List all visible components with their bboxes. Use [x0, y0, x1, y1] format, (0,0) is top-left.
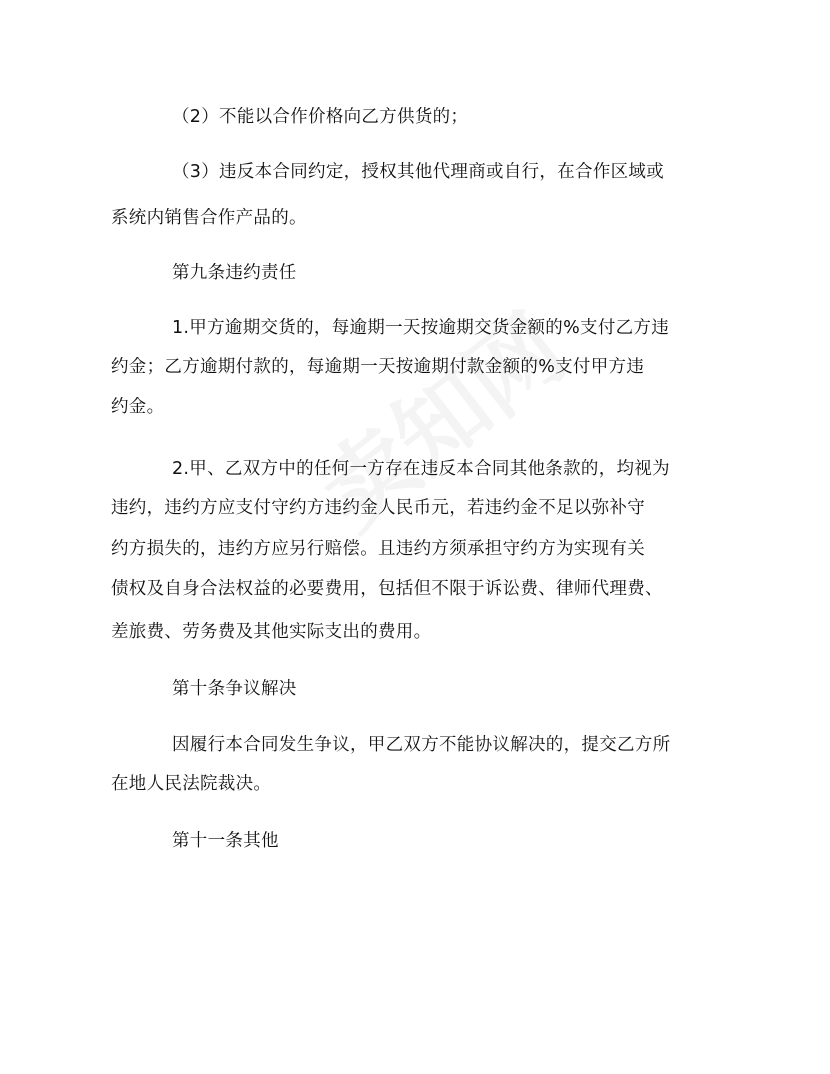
paragraph-9-2-line-2: 违约，违约方应支付守约方违约金人民币元，若违约金不足以弥补守: [111, 498, 645, 518]
paragraph-9-1-line-2: 约金；乙方逾期付款的，每逾期一天按逾期付款金额的%支付甲方违: [111, 357, 645, 377]
section-heading-article-9: 第九条违约责任: [172, 263, 297, 283]
paragraph-9-1-line-3: 约金。: [111, 397, 165, 417]
paragraph-9-2-line-5: 差旅费、劳务费及其他实际支出的费用。: [111, 622, 432, 642]
clause-item-2: （2）不能以合作价格向乙方供货的；: [172, 107, 469, 127]
clause-item-3-line-1: （3）违反本合同约定，授权其他代理商或自行，在合作区域或: [172, 162, 665, 182]
paragraph-9-2-line-1: 2.甲、乙双方中的任何一方存在违反本合同其他条款的，均视为: [172, 459, 670, 479]
paragraph-10-line-2: 在地人民法院裁决。: [111, 774, 272, 794]
paragraph-9-2-line-3: 约方损失的，违约方应另行赔偿。且违约方须承担守约方为实现有关: [111, 539, 645, 559]
paragraph-10-line-1: 因履行本合同发生争议，甲乙双方不能协议解决的，提交乙方所: [172, 735, 671, 755]
section-heading-article-10: 第十条争议解决: [172, 679, 297, 699]
clause-item-3-line-2: 系统内销售合作产品的。: [111, 208, 307, 228]
paragraph-9-2-line-4: 债权及自身合法权益的必要费用，包括但不限于诉讼费、律师代理费、: [111, 579, 663, 599]
section-heading-article-11: 第十一条其他: [172, 831, 279, 851]
paragraph-9-1-line-1: 1.甲方逾期交货的，每逾期一天按逾期交货金额的%支付乙方违: [172, 318, 670, 338]
